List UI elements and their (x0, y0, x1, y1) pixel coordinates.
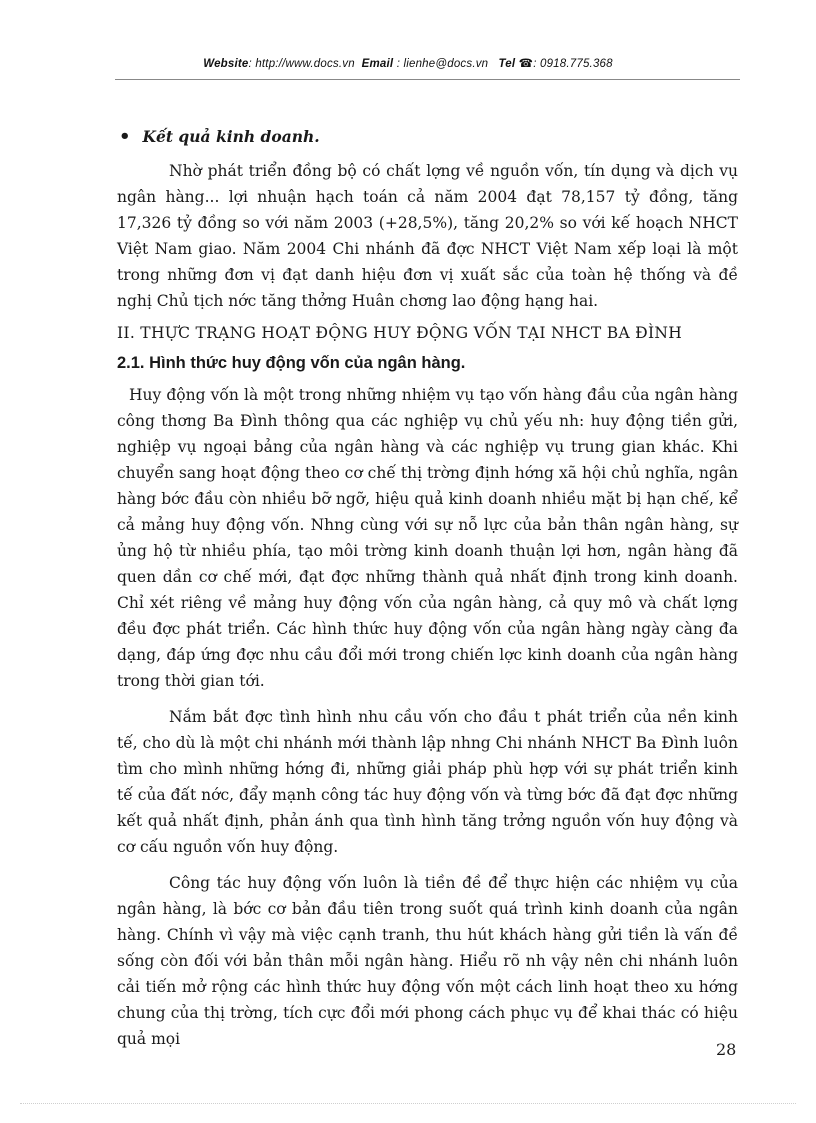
email-value: : lienhe@docs.vn (396, 58, 489, 70)
website-value: : http://www.docs.vn (248, 58, 355, 70)
paragraph-gap (117, 694, 738, 704)
paragraph-gap (117, 860, 738, 870)
tel-value: : 0918.775.368 (533, 58, 613, 70)
paragraph-results: Nhờ phát triển đồng bộ có chất lợng về nguồn vốn, tín dụng và dịch vụ ngân hàng... lợi nhuận hạch toán cả năm 2004 đạt 78,157 tỷ đồng, tăng 17,326 tỷ đồng so với năm 2003 (+28,5%), tăng 20,2% so với kế hoạch NHCT Việt Nam giao. Năm 2004 Chi nhánh đã đợc NHCT Việt Nam xếp loại là một trong những đơn vị đạt danh hiệu đơn vị xuất sắc của toàn hệ thống và đề nghị Chủ tịch nớc tăng thởng Huân chơng lao động hạng hai. (117, 162, 738, 310)
bullet-heading-text: Kết quả kinh doanh. (142, 127, 320, 146)
subsection-title: 2.1. Hình thức huy động vốn của ngân hàng. (117, 354, 466, 372)
tel-label: Tel (498, 58, 516, 70)
document-body (117, 124, 738, 1052)
header-divider (115, 79, 740, 80)
paragraph-mobilization: Công tác huy động vốn luôn là tiền đề để thực hiện các nhiệm vụ của ngân hàng, là bớc cơ bản đầu tiên trong suốt quá trình kinh doanh của ngân hàng. Chính vì vậy mà việc cạnh tranh, thu hút khách hàng gửi tiền là vấn đề sống còn đối với bản thân mỗi ngân hàng. Hiểu rõ nh vậy nên chi nhánh luôn cải tiến mở rộng các hình thức huy động vốn một cách linh hoạt theo xu hớng chung của thị trờng, tích cực đổi mới phong cách phục vụ để khai thác có hiệu quả mọi (117, 874, 738, 1048)
footer-divider (20, 1103, 796, 1104)
paragraph-overview: Huy động vốn là một trong những nhiệm vụ tạo vốn hàng đầu của ngân hàng công thơng Ba Đình thông qua các nghiệp vụ chủ yếu nh: huy động tiền gửi, nghiệp vụ ngoại bảng của ngân hàng và các nghiệp vụ trung gian khác. Khi chuyển sang hoạt động theo cơ chế thị trờng định hớng xã hội chủ nghĩa, ngân hàng bớc đầu còn nhiều bỡ ngỡ, hiệu quả kinh doanh nhiều mặt bị hạn chế, kể cả mảng huy động vốn. Nhng cùng với sự nỗ lực của bản thân ngân hàng, sự ủng hộ từ nhiều phía, tạo môi trờng kinh doanh thuận lợi hơn, ngân hàng đã quen dần cơ chế mới, đạt đợc những thành quả nhất định trong kinh doanh. Chỉ xét riêng về mảng huy động vốn của ngân hàng, cả quy mô và chất lợng đều đợc phát triển. Các hình thức huy động vốn của ngân hàng ngày càng đa dạng, đáp ứng đợc nhu cầu đổi mới trong chiến lợc kinh doanh của ngân hàng trong thời gian tới. (117, 386, 738, 690)
bullet-icon: • (119, 126, 131, 147)
paragraph-strategy: Nắm bắt đợc tình hình nhu cầu vốn cho đầu t phát triển của nền kinh tế, cho dù là một chi nhánh mới thành lập nhng Chi nhánh NHCT Ba Đình luôn tìm cho mình những hớng đi, những giải pháp phù hợp với sự phát triển kinh tế của đất nớc, đẩy mạnh công tác huy động vốn và từng bớc đã đạt đợc những kết quả nhất định, phản ánh qua tình hình tăng trởng nguồn vốn huy động và cơ cấu nguồn vốn huy động. (117, 708, 738, 856)
email-label: Email (361, 58, 394, 70)
bullet-heading (117, 124, 738, 150)
website-label: Website (203, 58, 249, 70)
page-header (0, 56, 816, 70)
section-title: II. THỰC TRẠNG HOẠT ĐỘNG HUY ĐỘNG VỐN TẠI NHCT BA ĐÌNH (117, 324, 683, 342)
page-number: 28 (716, 1040, 737, 1059)
phone-icon: ☎ (518, 58, 534, 70)
